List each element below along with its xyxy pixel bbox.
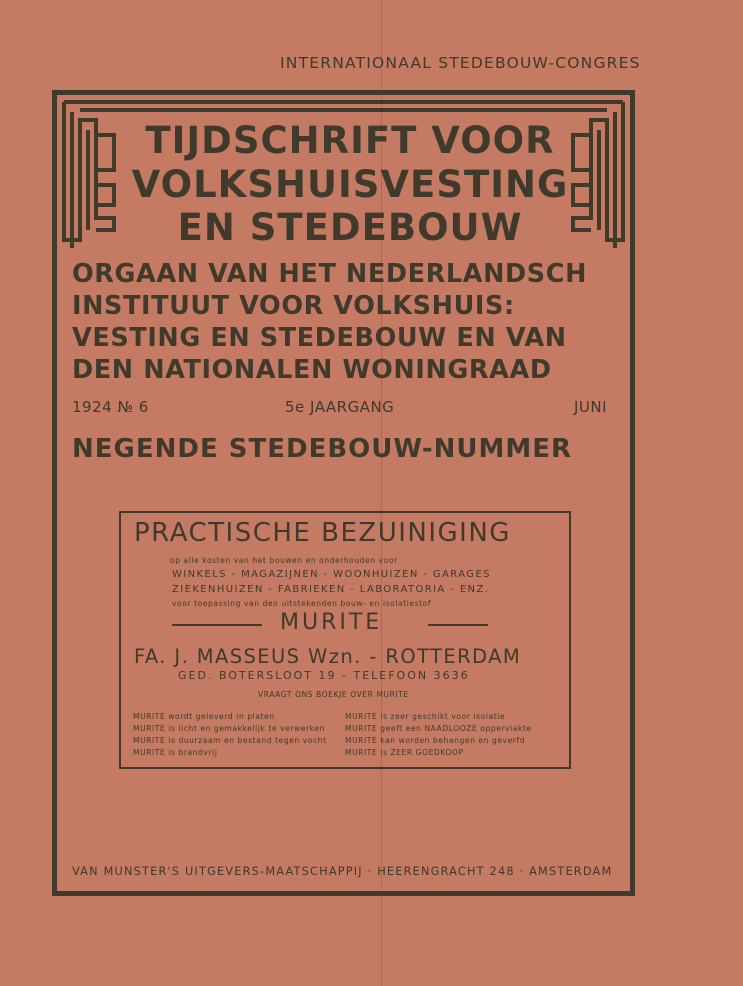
ad-row-1: WINKELS - MAGAZIJNEN - WOONHUIZEN - GARAGES [172,569,491,580]
ad-address: GED. BOTERSLOOT 19 - TELEFOON 3636 [178,669,470,682]
ad-feature-left-1: MURITE wordt geleverd in platen [133,712,275,721]
ad-feature-right-2: MURITE geeft een NAADLOOZE oppervlakte [345,724,532,733]
subtitle-line-3: VESTING EN STEDEBOUW EN VAN [72,323,567,353]
ad-rule-left [172,624,262,626]
ad-rule-right [428,624,488,626]
subtitle-line-4: DEN NATIONALEN WONINGRAAD [72,355,552,385]
ad-intro: op alle kosten van het bouwen en onderhouden voor [170,556,398,565]
ad-outro: voor toepassing van den uitstekenden bouw- en isolatiestof [172,599,432,608]
special-issue-title: NEGENDE STEDEBOUW-NUMMER [72,434,573,464]
issue-month: JUNI [574,398,608,416]
ad-feature-right-3: MURITE kan worden behangen en geverfd [345,736,526,745]
ad-feature-left-3: MURITE is duurzaam en bestand tegen vocht [133,736,327,745]
issue-volume: 5e JAARGANG [285,398,395,416]
ad-headline: PRACTISCHE BEZUINIGING [134,518,511,548]
issue-number: 1924 № 6 [72,398,149,416]
publisher-footer: VAN MUNSTER'S UITGEVERS-MAATSCHAPPIJ · HEERENGRACHT 248 · AMSTERDAM [72,865,613,878]
subtitle-line-2: INSTITUUT VOOR VOLKSHUIS: [72,291,515,321]
ad-request: VRAAGT ONS BOEKJE OVER MURITE [258,690,409,699]
ad-brand: MURITE [280,610,383,635]
ad-row-2: ZIEKENHUIZEN - FABRIEKEN - LABORATORIA - ENZ. [172,584,490,595]
congress-heading: INTERNATIONAAL STEDEBOUW-CONGRES [280,54,641,72]
ad-feature-left-4: MURITE is brandvrij [133,748,218,757]
title-line-3: EN STEDEBOUW [177,206,523,249]
title-line-1: TIJDSCHRIFT VOOR [145,119,555,162]
ad-feature-left-2: MURITE is licht en gemakkelijk te verwerken [133,724,326,733]
subtitle-line-1: ORGAAN VAN HET NEDERLANDSCH [72,259,588,289]
ad-feature-right-4: MURITE is ZEER GOEDKOOP [345,748,464,757]
title-line-2: VOLKSHUISVESTING [131,163,569,206]
ad-feature-right-1: MURITE is zeer geschikt voor isolatie [345,712,506,721]
ad-company: FA. J. MASSEUS Wzn. - ROTTERDAM [134,645,522,668]
